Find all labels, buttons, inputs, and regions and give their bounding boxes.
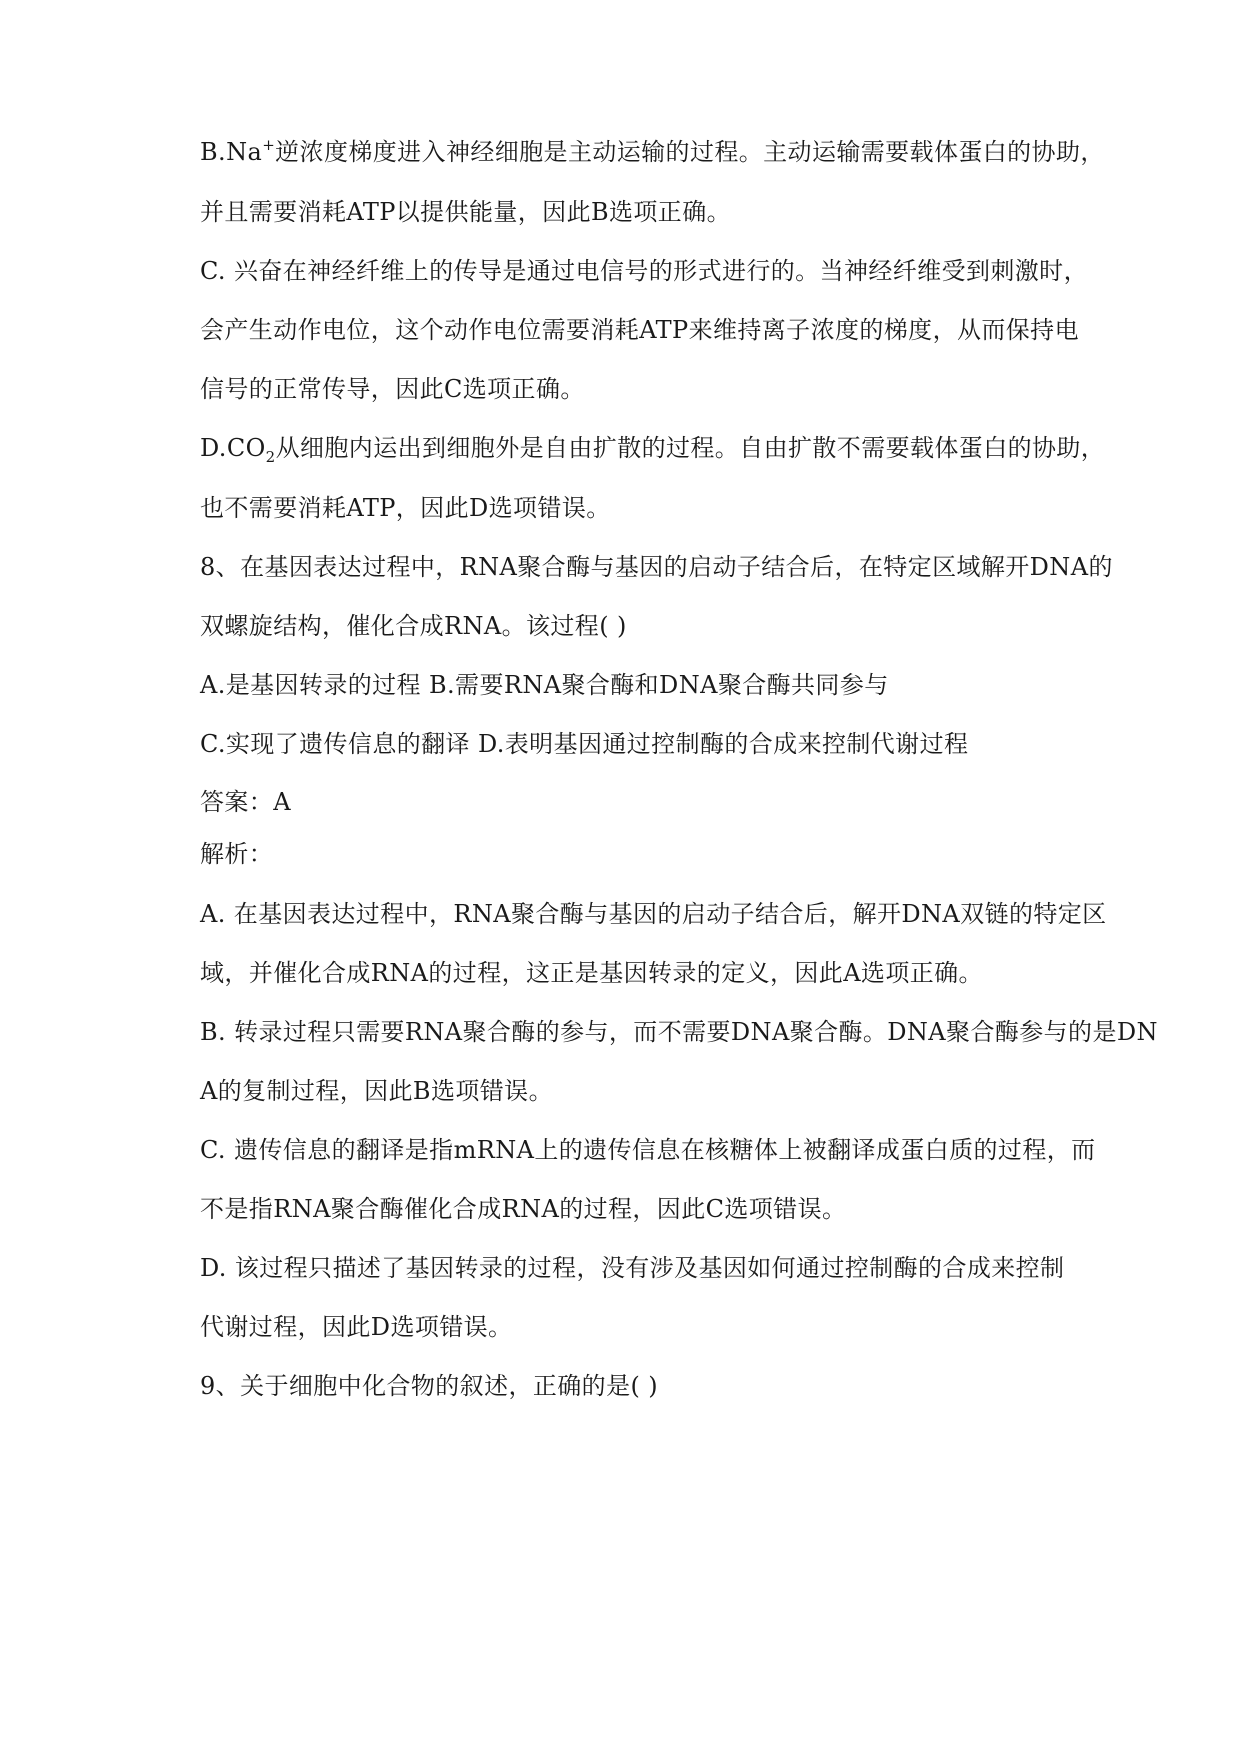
text-line: 并且需要消耗ATP以提供能量，因此B选项正确。 [200,198,732,226]
text-line-option-b-explanation [200,136,1120,168]
question-8-options-cd: C.实现了遗传信息的翻译 D.表明基因通过控制酶的合成来控制代谢过程 [200,730,969,758]
text-segment: 逆浓度梯度进入神经细胞是主动运输的过程。主动运输需要载体蛋白的协助， [275,138,1105,166]
text-segment: 从细胞内运出到细胞外是自由扩散的过程。自由扩散不需要载体蛋白的协助， [275,434,1106,462]
analysis-label: 解析： [200,840,274,868]
text-line: A的复制过程，因此B选项错误。 [200,1077,553,1105]
text-line: 也不需要消耗ATP，因此D选项错误。 [200,494,611,522]
text-line: 信号的正常传导，因此C选项正确。 [200,375,585,403]
subscript: 2 [265,448,276,466]
question-8-options-ab: A.是基因转录的过程 B.需要RNA聚合酶和DNA聚合酶共同参与 [200,671,889,699]
analysis-option-b: B. 转录过程只需要RNA聚合酶的参与，而不需要DNA聚合酶。DNA聚合酶参与的是DN [200,1018,1158,1046]
text-line: 会产生动作电位，这个动作电位需要消耗ATP来维持离子浓度的梯度，从而保持电 [200,316,1079,344]
analysis-option-d: D. 该过程只描述了基因转录的过程，没有涉及基因如何通过控制酶的合成来控制 [200,1254,1065,1282]
text-line: 域，并催化合成RNA的过程，这正是基因转录的定义，因此A选项正确。 [200,959,983,987]
text-line: 不是指RNA聚合酶催化合成RNA的过程，因此C选项错误。 [200,1195,847,1223]
text-segment: B.Na [200,138,263,166]
text-segment: D.CO [200,434,266,462]
text-line-option-d-explanation [200,432,1120,464]
text-line-option-c-explanation: C. 兴奋在神经纤维上的传导是通过电信号的形式进行的。当神经纤维受到刺激时， [200,257,1088,285]
question-8-stem-continued: 双螺旋结构，催化合成RNA。该过程( ) [200,612,627,640]
question-9-stem: 9、关于细胞中化合物的叙述，正确的是( ) [200,1372,659,1400]
question-8-stem: 8、在基因表达过程中，RNA聚合酶与基因的启动子结合后，在特定区域解开DNA的 [200,553,1113,581]
analysis-option-c: C. 遗传信息的翻译是指mRNA上的遗传信息在核糖体上被翻译成蛋白质的过程，而 [200,1136,1096,1164]
superscript: + [262,136,276,154]
analysis-option-a: A. 在基因表达过程中，RNA聚合酶与基因的启动子结合后，解开DNA双链的特定区 [200,900,1107,928]
answer-label: 答案：A [200,788,291,816]
text-line: 代谢过程，因此D选项错误。 [200,1313,513,1341]
